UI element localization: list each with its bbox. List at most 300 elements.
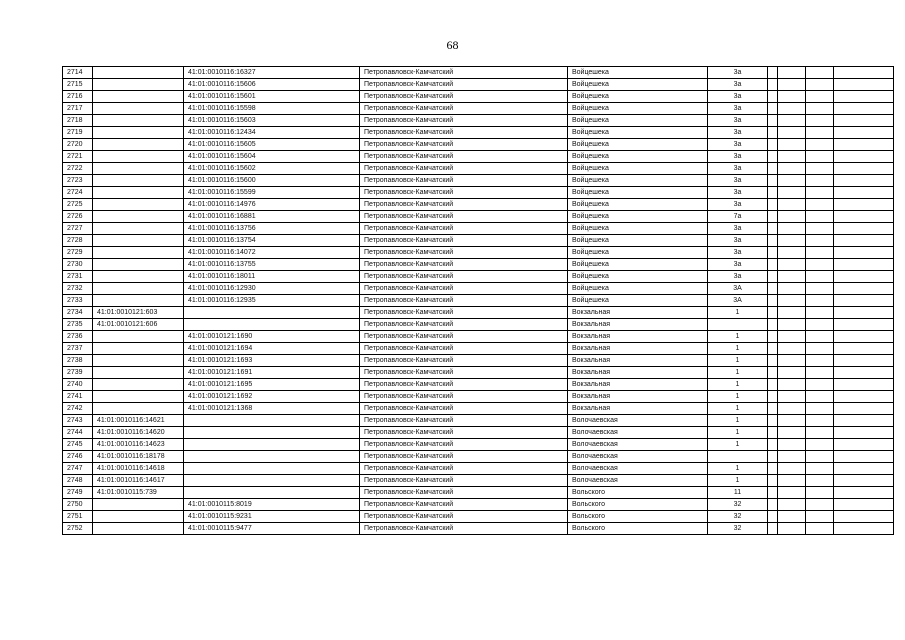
empty-cell: [806, 79, 834, 91]
cadastral-number-cell: 41:01:0010116:18178: [93, 451, 184, 463]
cadastral-number-alt-cell: 41:01:0010116:15599: [184, 187, 360, 199]
cadastral-number-cell: [93, 79, 184, 91]
cadastral-number-alt-cell: 41:01:0010121:1691: [184, 367, 360, 379]
cadastral-number-cell: [93, 127, 184, 139]
empty-cell: [834, 463, 894, 475]
row-number-cell: 2743: [63, 415, 93, 427]
empty-cell: [834, 187, 894, 199]
city-cell: Петропавловск-Камчатский: [360, 127, 568, 139]
empty-cell: [778, 343, 806, 355]
street-cell: Войцешека: [568, 91, 708, 103]
street-cell: Войцешека: [568, 235, 708, 247]
empty-cell: [834, 379, 894, 391]
empty-cell: [834, 295, 894, 307]
empty-cell: [768, 487, 778, 499]
cadastral-number-alt-cell: 41:01:0010121:1692: [184, 391, 360, 403]
city-cell: Петропавловск-Камчатский: [360, 271, 568, 283]
row-number-cell: 2748: [63, 475, 93, 487]
house-cell: 3а: [708, 115, 768, 127]
cadastral-number-alt-cell: [184, 439, 360, 451]
cadastral-number-alt-cell: [184, 475, 360, 487]
street-cell: Вокзальная: [568, 403, 708, 415]
cadastral-number-alt-cell: 41:01:0010116:13754: [184, 235, 360, 247]
empty-cell: [778, 367, 806, 379]
empty-cell: [768, 127, 778, 139]
cadastral-number-alt-cell: [184, 307, 360, 319]
empty-cell: [834, 427, 894, 439]
city-cell: Петропавловск-Камчатский: [360, 331, 568, 343]
city-cell: Петропавловск-Камчатский: [360, 247, 568, 259]
empty-cell: [778, 199, 806, 211]
empty-cell: [834, 163, 894, 175]
cadastral-number-alt-cell: [184, 487, 360, 499]
empty-cell: [834, 271, 894, 283]
cadastral-number-alt-cell: 41:01:0010121:1694: [184, 343, 360, 355]
table-row: [63, 163, 894, 175]
empty-cell: [768, 139, 778, 151]
empty-cell: [834, 391, 894, 403]
city-cell: Петропавловск-Камчатский: [360, 115, 568, 127]
street-cell: Войцешека: [568, 259, 708, 271]
street-cell: Войцешека: [568, 67, 708, 79]
cadastral-number-cell: [93, 235, 184, 247]
empty-cell: [778, 211, 806, 223]
cadastral-number-cell: 41:01:0010116:14617: [93, 475, 184, 487]
table-row: [63, 91, 894, 103]
empty-cell: [778, 103, 806, 115]
house-cell: 3а: [708, 187, 768, 199]
empty-cell: [778, 271, 806, 283]
city-cell: Петропавловск-Камчатский: [360, 319, 568, 331]
empty-cell: [778, 487, 806, 499]
empty-cell: [834, 235, 894, 247]
cadastral-number-cell: [93, 523, 184, 535]
city-cell: Петропавловск-Камчатский: [360, 427, 568, 439]
house-cell: 3а: [708, 175, 768, 187]
empty-cell: [834, 319, 894, 331]
empty-cell: [778, 331, 806, 343]
empty-cell: [778, 247, 806, 259]
street-cell: Вокзальная: [568, 367, 708, 379]
table-row: [63, 415, 894, 427]
empty-cell: [806, 91, 834, 103]
empty-cell: [768, 235, 778, 247]
cadastral-number-cell: [93, 115, 184, 127]
empty-cell: [778, 319, 806, 331]
table-row: [63, 67, 894, 79]
row-number-cell: 2751: [63, 511, 93, 523]
empty-cell: [778, 79, 806, 91]
street-cell: Волочаевская: [568, 427, 708, 439]
row-number-cell: 2738: [63, 355, 93, 367]
house-cell: 3а: [708, 79, 768, 91]
cadastral-number-alt-cell: [184, 463, 360, 475]
street-cell: Войцешека: [568, 151, 708, 163]
empty-cell: [834, 499, 894, 511]
street-cell: Волочаевская: [568, 463, 708, 475]
table-row: [63, 343, 894, 355]
house-cell: 3а: [708, 163, 768, 175]
empty-cell: [768, 343, 778, 355]
empty-cell: [834, 127, 894, 139]
empty-cell: [806, 499, 834, 511]
empty-cell: [778, 223, 806, 235]
table-row: [63, 511, 894, 523]
row-number-cell: 2744: [63, 427, 93, 439]
house-cell: 1: [708, 463, 768, 475]
cadastral-number-cell: [93, 499, 184, 511]
empty-cell: [778, 451, 806, 463]
table-row: [63, 199, 894, 211]
house-cell: 32: [708, 523, 768, 535]
empty-cell: [768, 115, 778, 127]
empty-cell: [778, 391, 806, 403]
street-cell: Войцешека: [568, 271, 708, 283]
cadastral-number-cell: [93, 139, 184, 151]
row-number-cell: 2739: [63, 367, 93, 379]
cadastral-number-cell: 41:01:0010115:739: [93, 487, 184, 499]
house-cell: 3а: [708, 199, 768, 211]
empty-cell: [768, 331, 778, 343]
cadastral-number-cell: [93, 391, 184, 403]
empty-cell: [778, 511, 806, 523]
house-cell: 3а: [708, 223, 768, 235]
street-cell: Волочаевская: [568, 439, 708, 451]
empty-cell: [778, 499, 806, 511]
street-cell: Войцешека: [568, 79, 708, 91]
empty-cell: [806, 223, 834, 235]
empty-cell: [806, 331, 834, 343]
row-number-cell: 2727: [63, 223, 93, 235]
house-cell: 3а: [708, 259, 768, 271]
empty-cell: [806, 355, 834, 367]
empty-cell: [806, 139, 834, 151]
cadastral-number-alt-cell: 41:01:0010115:9477: [184, 523, 360, 535]
empty-cell: [806, 307, 834, 319]
empty-cell: [834, 343, 894, 355]
row-number-cell: 2742: [63, 403, 93, 415]
cadastral-number-cell: [93, 223, 184, 235]
cadastral-number-alt-cell: 41:01:0010116:15601: [184, 91, 360, 103]
empty-cell: [834, 103, 894, 115]
empty-cell: [768, 223, 778, 235]
property-registry-table: [62, 66, 894, 535]
house-cell: 7а: [708, 211, 768, 223]
empty-cell: [768, 367, 778, 379]
city-cell: Петропавловск-Камчатский: [360, 187, 568, 199]
empty-cell: [834, 211, 894, 223]
empty-cell: [834, 139, 894, 151]
empty-cell: [806, 247, 834, 259]
cadastral-number-alt-cell: 41:01:0010116:16327: [184, 67, 360, 79]
row-number-cell: 2735: [63, 319, 93, 331]
table-row: [63, 127, 894, 139]
table-row: [63, 355, 894, 367]
city-cell: Петропавловск-Камчатский: [360, 211, 568, 223]
empty-cell: [778, 139, 806, 151]
cadastral-number-alt-cell: [184, 319, 360, 331]
empty-cell: [768, 79, 778, 91]
empty-cell: [834, 331, 894, 343]
cadastral-number-cell: [93, 91, 184, 103]
house-cell: 1: [708, 331, 768, 343]
house-cell: 3а: [708, 103, 768, 115]
cadastral-number-cell: 41:01:0010116:14618: [93, 463, 184, 475]
empty-cell: [768, 67, 778, 79]
city-cell: Петропавловск-Камчатский: [360, 235, 568, 247]
house-cell: 3а: [708, 235, 768, 247]
page-number: 68: [446, 38, 459, 52]
empty-cell: [768, 247, 778, 259]
empty-cell: [834, 259, 894, 271]
table-row: [63, 403, 894, 415]
table-row: [63, 523, 894, 535]
empty-cell: [806, 487, 834, 499]
empty-cell: [778, 67, 806, 79]
street-cell: Войцешека: [568, 247, 708, 259]
empty-cell: [778, 475, 806, 487]
empty-cell: [768, 415, 778, 427]
cadastral-number-alt-cell: 41:01:0010116:12930: [184, 283, 360, 295]
row-number-cell: 2741: [63, 391, 93, 403]
table-row: [63, 307, 894, 319]
table-row: [63, 175, 894, 187]
empty-cell: [834, 475, 894, 487]
row-number-cell: 2721: [63, 151, 93, 163]
row-number-cell: 2737: [63, 343, 93, 355]
empty-cell: [806, 511, 834, 523]
empty-cell: [768, 271, 778, 283]
street-cell: Вокзальная: [568, 343, 708, 355]
city-cell: Петропавловск-Камчатский: [360, 223, 568, 235]
empty-cell: [768, 199, 778, 211]
empty-cell: [806, 427, 834, 439]
row-number-cell: 2716: [63, 91, 93, 103]
city-cell: Петропавловск-Камчатский: [360, 403, 568, 415]
house-cell: 32: [708, 499, 768, 511]
empty-cell: [768, 439, 778, 451]
empty-cell: [768, 379, 778, 391]
city-cell: Петропавловск-Камчатский: [360, 523, 568, 535]
cadastral-number-alt-cell: 41:01:0010116:14976: [184, 199, 360, 211]
city-cell: Петропавловск-Камчатский: [360, 91, 568, 103]
house-cell: 1: [708, 343, 768, 355]
empty-cell: [806, 319, 834, 331]
empty-cell: [778, 127, 806, 139]
empty-cell: [778, 439, 806, 451]
empty-cell: [768, 451, 778, 463]
table-row: [63, 487, 894, 499]
table-row: [63, 79, 894, 91]
cadastral-number-alt-cell: [184, 415, 360, 427]
empty-cell: [778, 283, 806, 295]
empty-cell: [806, 379, 834, 391]
street-cell: Войцешека: [568, 187, 708, 199]
empty-cell: [778, 427, 806, 439]
table-row: [63, 103, 894, 115]
empty-cell: [834, 523, 894, 535]
table-row: [63, 187, 894, 199]
cadastral-number-alt-cell: 41:01:0010116:16881: [184, 211, 360, 223]
table-row: [63, 319, 894, 331]
empty-cell: [806, 451, 834, 463]
empty-cell: [806, 475, 834, 487]
table-row: [63, 247, 894, 259]
city-cell: Петропавловск-Камчатский: [360, 451, 568, 463]
cadastral-number-cell: [93, 283, 184, 295]
empty-cell: [768, 259, 778, 271]
row-number-cell: 2723: [63, 175, 93, 187]
street-cell: Вокзальная: [568, 391, 708, 403]
row-number-cell: 2734: [63, 307, 93, 319]
empty-cell: [778, 163, 806, 175]
city-cell: Петропавловск-Камчатский: [360, 163, 568, 175]
cadastral-number-cell: [93, 163, 184, 175]
city-cell: Петропавловск-Камчатский: [360, 283, 568, 295]
cadastral-number-cell: [93, 271, 184, 283]
empty-cell: [834, 403, 894, 415]
city-cell: Петропавловск-Камчатский: [360, 67, 568, 79]
cadastral-number-cell: 41:01:0010116:14623: [93, 439, 184, 451]
empty-cell: [806, 523, 834, 535]
house-cell: [708, 451, 768, 463]
row-number-cell: 2730: [63, 259, 93, 271]
street-cell: Волочаевская: [568, 475, 708, 487]
row-number-cell: 2718: [63, 115, 93, 127]
empty-cell: [768, 211, 778, 223]
cadastral-number-alt-cell: 41:01:0010121:1368: [184, 403, 360, 415]
house-cell: 1: [708, 391, 768, 403]
empty-cell: [834, 439, 894, 451]
row-number-cell: 2717: [63, 103, 93, 115]
empty-cell: [806, 367, 834, 379]
empty-cell: [806, 295, 834, 307]
cadastral-number-cell: [93, 331, 184, 343]
cadastral-number-alt-cell: 41:01:0010116:15600: [184, 175, 360, 187]
street-cell: Войцешека: [568, 175, 708, 187]
empty-cell: [834, 511, 894, 523]
street-cell: Вольского: [568, 499, 708, 511]
cadastral-number-cell: [93, 103, 184, 115]
house-cell: 1: [708, 367, 768, 379]
street-cell: Вокзальная: [568, 307, 708, 319]
cadastral-number-cell: [93, 199, 184, 211]
table-row: [63, 211, 894, 223]
row-number-cell: 2715: [63, 79, 93, 91]
cadastral-number-alt-cell: [184, 451, 360, 463]
street-cell: Вокзальная: [568, 355, 708, 367]
cadastral-number-alt-cell: 41:01:0010116:13756: [184, 223, 360, 235]
row-number-cell: 2720: [63, 139, 93, 151]
empty-cell: [834, 223, 894, 235]
empty-cell: [768, 103, 778, 115]
city-cell: Петропавловск-Камчатский: [360, 355, 568, 367]
empty-cell: [778, 463, 806, 475]
table-row: [63, 499, 894, 511]
empty-cell: [768, 283, 778, 295]
cadastral-number-cell: 41:01:0010116:14620: [93, 427, 184, 439]
street-cell: Войцешека: [568, 115, 708, 127]
house-cell: 3а: [708, 91, 768, 103]
empty-cell: [768, 391, 778, 403]
city-cell: Петропавловск-Камчатский: [360, 175, 568, 187]
empty-cell: [778, 295, 806, 307]
table-row: [63, 391, 894, 403]
cadastral-number-alt-cell: 41:01:0010116:15604: [184, 151, 360, 163]
empty-cell: [768, 295, 778, 307]
city-cell: Петропавловск-Камчатский: [360, 379, 568, 391]
empty-cell: [806, 259, 834, 271]
cadastral-number-alt-cell: 41:01:0010116:12935: [184, 295, 360, 307]
empty-cell: [806, 151, 834, 163]
street-cell: Вокзальная: [568, 331, 708, 343]
row-number-cell: 2722: [63, 163, 93, 175]
table-row: [63, 331, 894, 343]
empty-cell: [834, 175, 894, 187]
empty-cell: [806, 115, 834, 127]
row-number-cell: 2732: [63, 283, 93, 295]
empty-cell: [768, 511, 778, 523]
row-number-cell: 2725: [63, 199, 93, 211]
house-cell: 3А: [708, 283, 768, 295]
empty-cell: [834, 151, 894, 163]
table-row: [63, 139, 894, 151]
cadastral-number-cell: [93, 367, 184, 379]
empty-cell: [778, 187, 806, 199]
empty-cell: [778, 307, 806, 319]
empty-cell: [778, 415, 806, 427]
table-row: [63, 463, 894, 475]
table-row: [63, 451, 894, 463]
street-cell: Вокзальная: [568, 319, 708, 331]
row-number-cell: 2731: [63, 271, 93, 283]
house-cell: 3а: [708, 127, 768, 139]
empty-cell: [834, 199, 894, 211]
cadastral-number-cell: 41:01:0010121:603: [93, 307, 184, 319]
table-row: [63, 115, 894, 127]
cadastral-number-cell: [93, 259, 184, 271]
empty-cell: [834, 355, 894, 367]
row-number-cell: 2749: [63, 487, 93, 499]
house-cell: 1: [708, 403, 768, 415]
empty-cell: [768, 427, 778, 439]
cadastral-number-alt-cell: 41:01:0010121:1695: [184, 379, 360, 391]
cadastral-number-alt-cell: 41:01:0010115:8019: [184, 499, 360, 511]
row-number-cell: 2747: [63, 463, 93, 475]
table-row: [63, 235, 894, 247]
cadastral-number-cell: [93, 511, 184, 523]
empty-cell: [806, 211, 834, 223]
empty-cell: [834, 367, 894, 379]
cadastral-number-cell: [93, 343, 184, 355]
empty-cell: [778, 379, 806, 391]
empty-cell: [778, 175, 806, 187]
empty-cell: [778, 91, 806, 103]
empty-cell: [834, 307, 894, 319]
empty-cell: [778, 523, 806, 535]
cadastral-number-alt-cell: 41:01:0010116:12434: [184, 127, 360, 139]
table-row: [63, 427, 894, 439]
empty-cell: [806, 283, 834, 295]
empty-cell: [806, 199, 834, 211]
city-cell: Петропавловск-Камчатский: [360, 475, 568, 487]
empty-cell: [806, 391, 834, 403]
cadastral-number-alt-cell: 41:01:0010121:1693: [184, 355, 360, 367]
house-cell: 3а: [708, 247, 768, 259]
street-cell: Вольского: [568, 487, 708, 499]
row-number-cell: 2719: [63, 127, 93, 139]
empty-cell: [806, 187, 834, 199]
